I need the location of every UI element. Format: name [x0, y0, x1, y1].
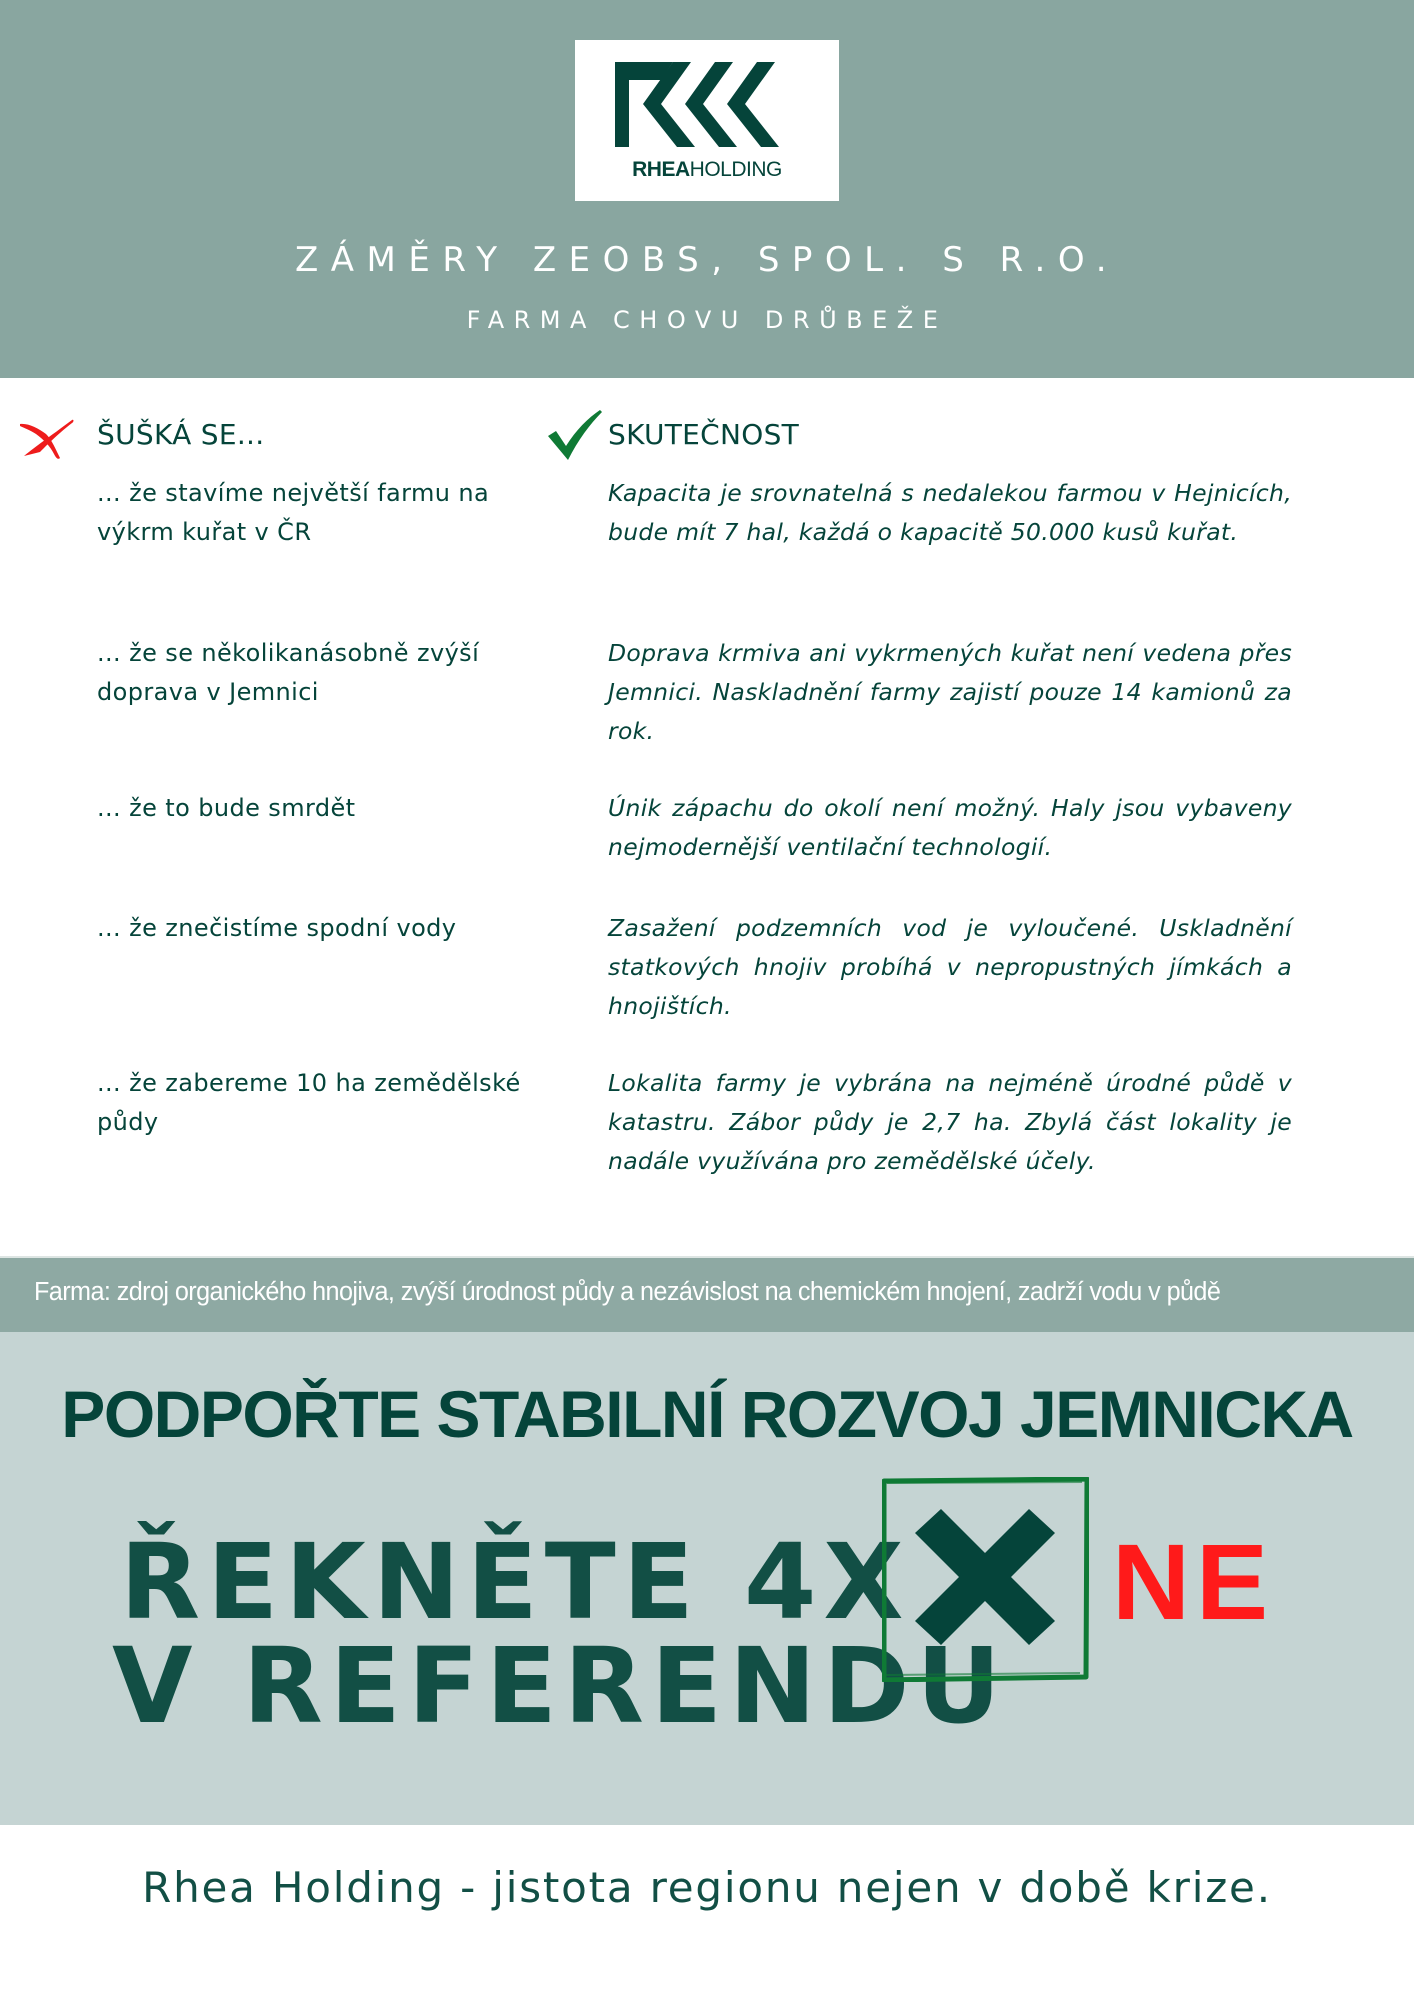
header [0, 0, 1414, 378]
comparison-row [0, 1064, 1414, 1184]
fact-text: Únik zápachu do okolí není možný. Haly jsou vybaveny nejmodernější ventilační technologií. [608, 794, 1292, 861]
cta-line-2: V REFERENDU [112, 1625, 1008, 1747]
comparison-row [0, 909, 1414, 1064]
red-cross-icon [18, 412, 74, 460]
logo-text-bold: RHEA [632, 158, 690, 181]
logo-text [575, 158, 839, 182]
cta-headline: PODPOŘTE STABILNÍ ROZVOJ JEMNICKA [61, 1377, 1353, 1451]
footer-tagline: Rhea Holding - jistota regionu nejen v době krize. [142, 1863, 1272, 1912]
rumor-text: ... že se několikanásobně zvýší doprava v Jemnici [97, 639, 480, 706]
fact-text: Lokalita farmy je vybrána na nejméně úrodné půdě v katastru. Zábor půdy je 2,7 ha. Zbylá část lokality je nadále využívána pro zemědělské účely. [608, 1069, 1292, 1175]
rumor-text: ... že stavíme největší farmu na výkrm kuřat v ČR [97, 479, 490, 546]
rumor-text: ... že znečistíme spodní vody [97, 914, 457, 942]
fact-text: Doprava krmiva ani vykrmených kuřat není vedena přes Jemnici. Naskladnění farmy zajistí pouze 14 kamionů za rok. [608, 639, 1292, 745]
call-to-action [0, 1332, 1414, 1825]
green-check-icon [546, 410, 602, 460]
page-title: ZÁMĚRY ZEOBS, SPOL. S R.O. [294, 240, 1120, 280]
vote-no-label: NE [1112, 1521, 1275, 1642]
benefits-banner-text: Farma: zdroj organického hnojiva, zvýší úrodnost půdy a nezávislost na chemickém hnojení, zadrží vodu v půdě [34, 1278, 1221, 1306]
rumors-heading: ŠUŠKÁ SE... [97, 418, 265, 451]
rhea-rkkk-logo-icon [615, 62, 800, 147]
facts-heading: SKUTEČNOST [608, 418, 800, 451]
cta-line-1: ŘEKNĚTE 4X [120, 1521, 911, 1643]
logo-text-light: HOLDING [689, 158, 782, 181]
fact-text: Kapacita je srovnatelná s nedalekou farmou v Hejnicích, bude mít 7 hal, každá o kapacitě 50.000 kusů kuřat. [608, 479, 1292, 546]
comparison-rows [0, 474, 1414, 1184]
fact-text: Zasažení podzemních vod je vyloučené. Uskladnění statkových hnojiv probíhá v nepropustných jímkách a hnojištích. [608, 914, 1292, 1020]
benefits-banner [0, 1256, 1414, 1332]
logo [575, 40, 839, 201]
page-subtitle: FARMA CHOVU DRŮBEŽE [466, 306, 948, 334]
rumor-text: ... že to bude smrdět [97, 794, 356, 822]
rumor-text: ... že zabereme 10 ha zemědělské půdy [97, 1069, 521, 1136]
ballot-box-x-icon [882, 1477, 1089, 1682]
comparison-row [0, 789, 1414, 909]
comparison-row [0, 474, 1414, 634]
footer [0, 1825, 1414, 2000]
comparison-row [0, 634, 1414, 789]
